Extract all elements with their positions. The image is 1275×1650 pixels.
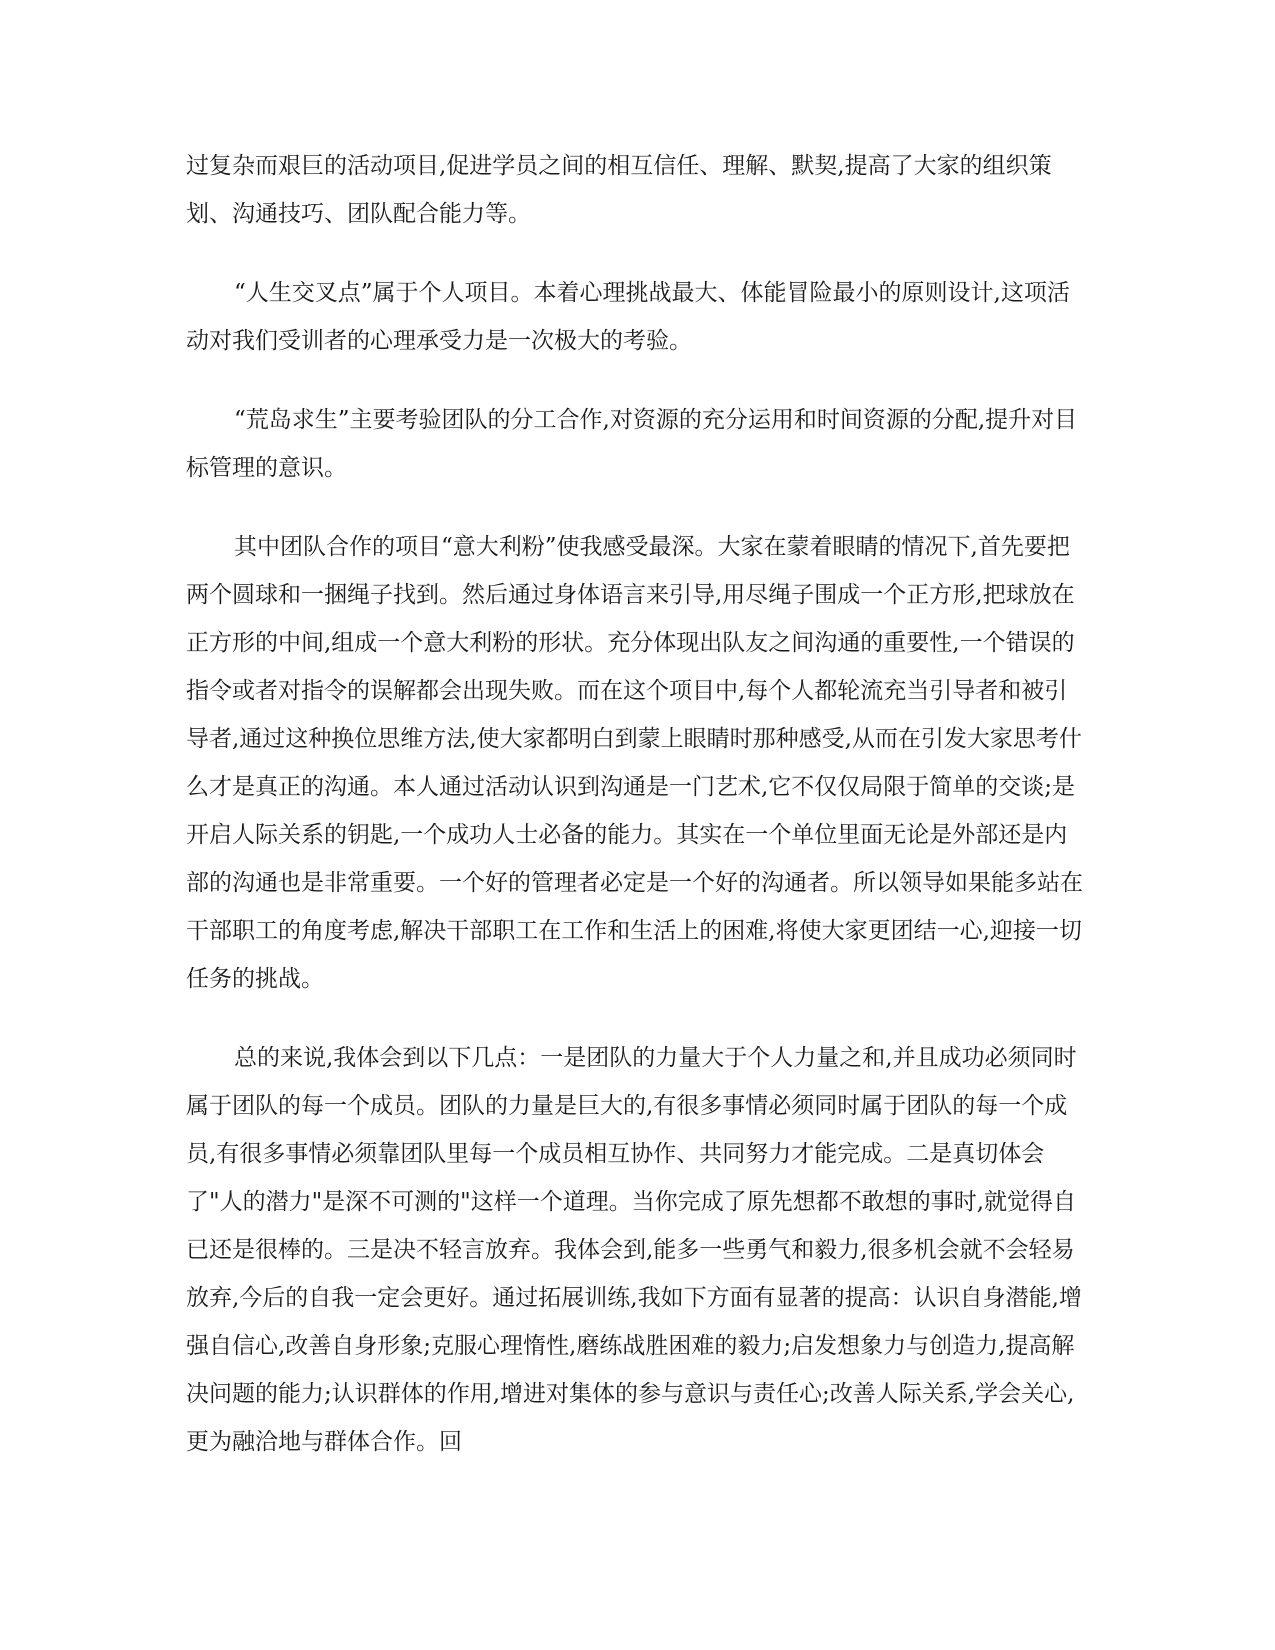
document-body <box>186 142 1086 1466</box>
paragraph-gap <box>186 365 1086 396</box>
paragraph-summary: 总的来说,我体会到以下几点：一是团队的力量大于个人力量之和,并且成功必须同时属于团队的每一个成员。团队的力量是巨大的,有很多事情必须同时属于团队的每一个成员,有很多事情必须靠团队里每一个成员相互协作、共同努力才能完成。二是真切体会了"人的潜力"是深不可测的"这样一个道理。当你完成了原先想都不敢想的事时,就觉得自已还是很棒的。三是决不轻言放弃。我体会到,能多一些勇气和毅力,很多机会就不会轻易放弃,今后的自我一定会更好。通过拓展训练,我如下方面有显著的提高：认识自身潜能,增强自信心,改善自身形象;克服心理惰性,磨练战胜困难的毅力;启发想象力与创造力,提高解决问题的能力;认识群体的作用,增进对集体的参与意识与责任心;改善人际关系,学会关心,更为融洽地与群体合作。回 <box>186 1045 1082 1455</box>
paragraph-gap <box>186 1003 1086 1034</box>
paragraph-gap <box>186 492 1086 523</box>
paragraph-spaghetti-project: 其中团队合作的项目“意大利粉”使我感受最深。大家在蒙着眼睛的情况下,首先要把两个圆球和一捆绳子找到。然后通过身体语言来引导,用尽绳子围成一个正方形,把球放在正方形的中间,组成一个意大利粉的形状。充分体现出队友之间沟通的重要性,一个错误的指令或者对指令的误解都会出现失败。而在这个项目中,每个人都轮流充当引导者和被引导者,通过这种换位思维方法,使大家都明白到蒙上眼睛时那种感受,从而在引发大家思考什么才是真正的沟通。本人通过活动认识到沟通是一门艺术,它不仅仅局限于简单的交谈;是开启人际关系的钥匙,一个成功人士必备的能力。其实在一个单位里面无论是外部还是内部的沟通也是非常重要。一个好的管理者必定是一个好的沟通者。所以领导如果能多站在干部职工的角度考虑,解决干部职工在工作和生活上的困难,将使大家更团结一心,迎接一切任务的挑战。 <box>186 534 1083 992</box>
paragraph-life-crossroads: “人生交叉点”属于个人项目。本着心理挑战最大、体能冒险最小的原则设计,这项活动对我们受训者的心理承受力是一次极大的考验。 <box>186 280 1070 354</box>
paragraph-continuation: 过复杂而艰巨的活动项目,促进学员之间的相互信任、理解、默契,提高了大家的组织策划、沟通技巧、团队配合能力等。 <box>186 153 1052 227</box>
paragraph-island-survival: “荒岛求生”主要考验团队的分工合作,对资源的充分运用和时间资源的分配,提升对目标管理的意识。 <box>186 407 1078 481</box>
paragraph-gap <box>186 238 1086 269</box>
